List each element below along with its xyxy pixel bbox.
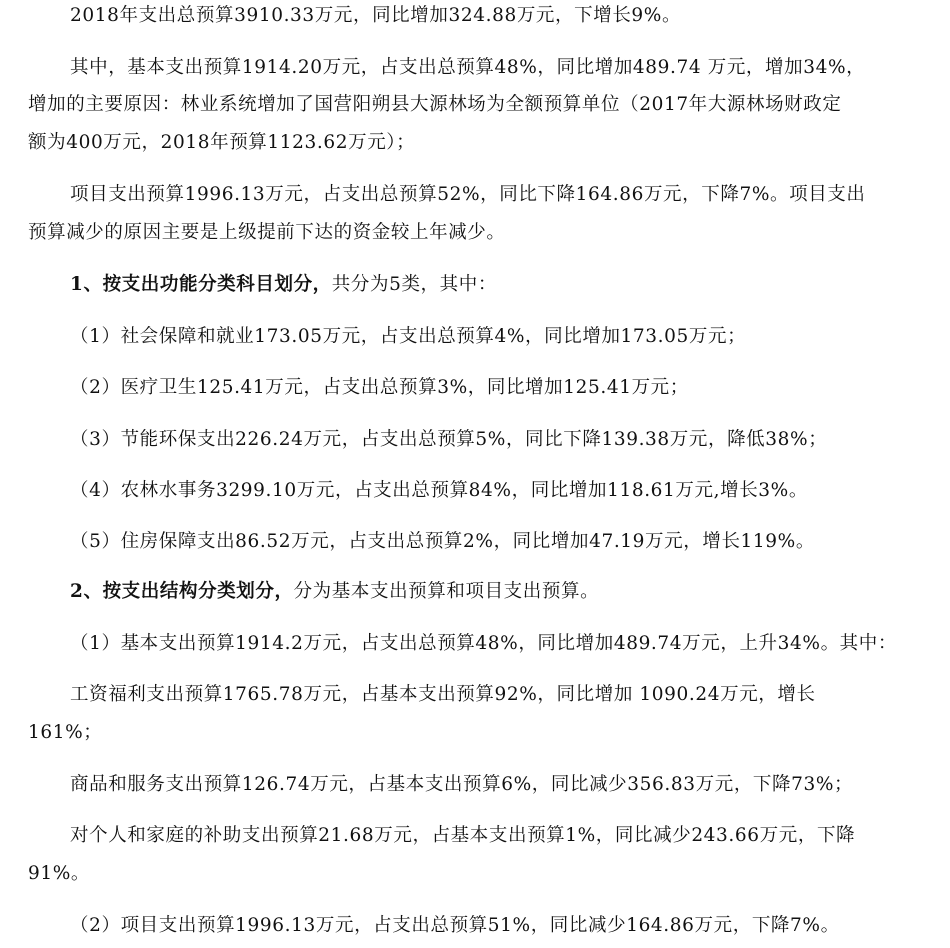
subsidy-line: 对个人和家庭的补助支出预算21.68万元，占基本支出预算1%，同比减少243.66万元，下降 [70,825,856,846]
basic-structure-line: （1）基本支出预算1914.2万元，占支出总预算48%，同比增加489.74万元，上升34%。其中： [70,633,897,654]
goods-services-line: 商品和服务支出预算126.74万元，占基本支出预算6%，同比减少356.83万元，下降73%； [70,774,854,795]
project-expenditure-line: 项目支出预算1996.13万元，占支出总预算52%，同比下降164.86万元，下降7%。项目支出 [70,184,866,205]
salary-welfare-line: 工资福利支出预算1765.78万元，占基本支出预算92%，同比增加 1090.24万元，增长 [70,684,816,705]
salary-welfare-line-cont: 161%； [28,722,103,743]
subsidy-line-cont: 91%。 [28,863,91,884]
section-heading-2-rest: 分为基本支出预算和项目支出预算。 [293,581,600,602]
item-housing: （5）住房保障支出86.52万元，占支出总预算2%，同比增加47.19万元，增长119%。 [70,531,815,552]
item-medical: （2）医疗卫生125.41万元，占支出总预算3%，同比增加125.41万元； [70,377,689,398]
project-reason-line: 预算减少的原因主要是上级提前下达的资金较上年减少。 [28,222,506,243]
section-heading-1 [70,273,497,297]
reason-line: 增加的主要原因：林业系统增加了国营阳朔县大源林场为全额预算单位（2017年大源林场财政定 [28,94,842,115]
item-social-security: （1）社会保障和就业173.05万元，占支出总预算4%，同比增加173.05万元； [70,326,747,347]
total-budget-line: 2018年支出总预算3910.33万元，同比增加324.88万元，下增长9%。 [70,5,682,26]
item-agriculture: （4）农林水事务3299.10万元，占支出总预算84%，同比增加118.61万元,增长3%。 [70,480,808,501]
project-structure-line: （2）项目支出预算1996.13万元，占支出总预算51%，同比减少164.86万元，下降7%。 [70,915,840,936]
section-heading-2-bold: 2、按支出结构分类划分， [70,581,294,602]
section-heading-2 [70,580,599,604]
section-heading-1-rest: 共分为5类，其中： [331,274,497,295]
section-heading-1-bold: 1、按支出功能分类科目划分， [70,274,332,295]
item-environment: （3）节能环保支出226.24万元，占支出总预算5%，同比下降139.38万元，降低38%； [70,429,828,450]
reason-line-cont: 额为400万元，2018年预算1123.62万元）； [28,132,416,153]
basic-expenditure-line: 其中，基本支出预算1914.20万元，占支出总预算48%，同比增加489.74 万元，增加34%， [70,57,866,78]
